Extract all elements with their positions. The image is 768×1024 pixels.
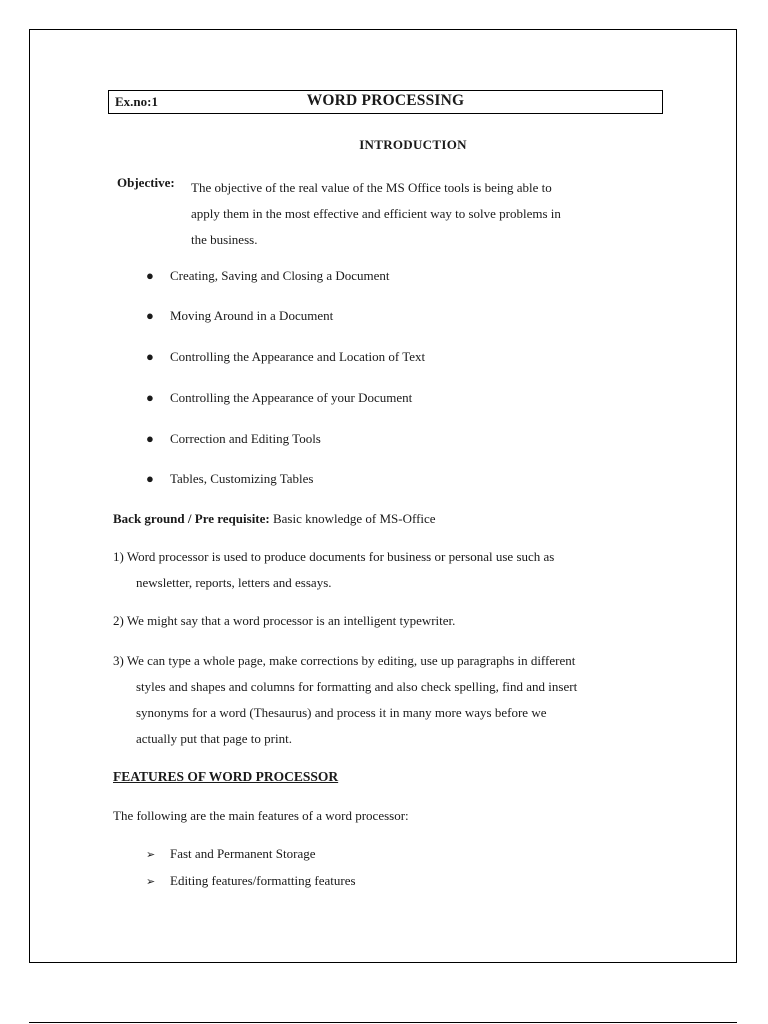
prerequisite-label: Back ground / Pre requisite:	[113, 511, 270, 526]
arrow-bullet-icon: ➢	[146, 876, 156, 888]
topic-item: Controlling the Appearance of your Document	[170, 390, 413, 405]
numbered-point	[113, 648, 656, 752]
exercise-number: Ex.no:1	[115, 94, 158, 109]
point-line: synonyms for a word (Thesaurus) and process it in many more ways before we	[136, 705, 547, 720]
objective-label: Objective:	[117, 175, 175, 190]
feature-item: Editing features/formatting features	[170, 873, 356, 888]
features-intro: The following are the main features of a word processor:	[113, 808, 409, 823]
arrow-bullet-icon: ➢	[146, 849, 156, 861]
topic-item: Controlling the Appearance and Location of Text	[170, 349, 426, 364]
bullet-icon: ●	[146, 349, 154, 364]
objective-line: apply them in the most effective and efficient way to solve problems in	[191, 206, 561, 221]
footer-divider	[29, 1022, 737, 1023]
numbered-point	[113, 608, 656, 634]
bullet-icon: ●	[146, 308, 154, 323]
features-heading: FEATURES OF WORD PROCESSOR	[113, 769, 339, 784]
title-box	[108, 90, 663, 114]
point-first-line: 1) Word processor is used to produce documents for business or personal use such as	[113, 549, 555, 564]
objective-text	[191, 175, 641, 253]
point-first-line: 2) We might say that a word processor is an intelligent typewriter.	[113, 613, 456, 628]
numbered-point	[113, 544, 656, 596]
prerequisite	[113, 511, 436, 527]
objective-line: The objective of the real value of the MS Office tools is being able to	[191, 180, 552, 195]
point-first-line: 3) We can type a whole page, make corrections by editing, use up paragraphs in different	[113, 653, 576, 668]
bullet-icon: ●	[146, 390, 154, 405]
topic-item: Tables, Customizing Tables	[170, 471, 314, 486]
bullet-icon: ●	[146, 268, 154, 283]
topic-item: Correction and Editing Tools	[170, 431, 321, 446]
point-line: newsletter, reports, letters and essays.	[136, 575, 332, 590]
feature-item: Fast and Permanent Storage	[170, 846, 316, 861]
bullet-icon: ●	[146, 431, 154, 446]
topic-item: Moving Around in a Document	[170, 308, 334, 323]
topic-item: Creating, Saving and Closing a Document	[170, 268, 390, 283]
prerequisite-text: Basic knowledge of MS-Office	[272, 511, 436, 526]
point-line: styles and shapes and columns for formatting and also check spelling, find and insert	[136, 679, 578, 694]
objective-line: the business.	[191, 232, 258, 247]
bullet-icon: ●	[146, 471, 154, 486]
introduction-heading: INTRODUCTION	[359, 137, 467, 152]
point-line: actually put that page to print.	[136, 731, 292, 746]
document-title: WORD PROCESSING	[306, 92, 465, 109]
